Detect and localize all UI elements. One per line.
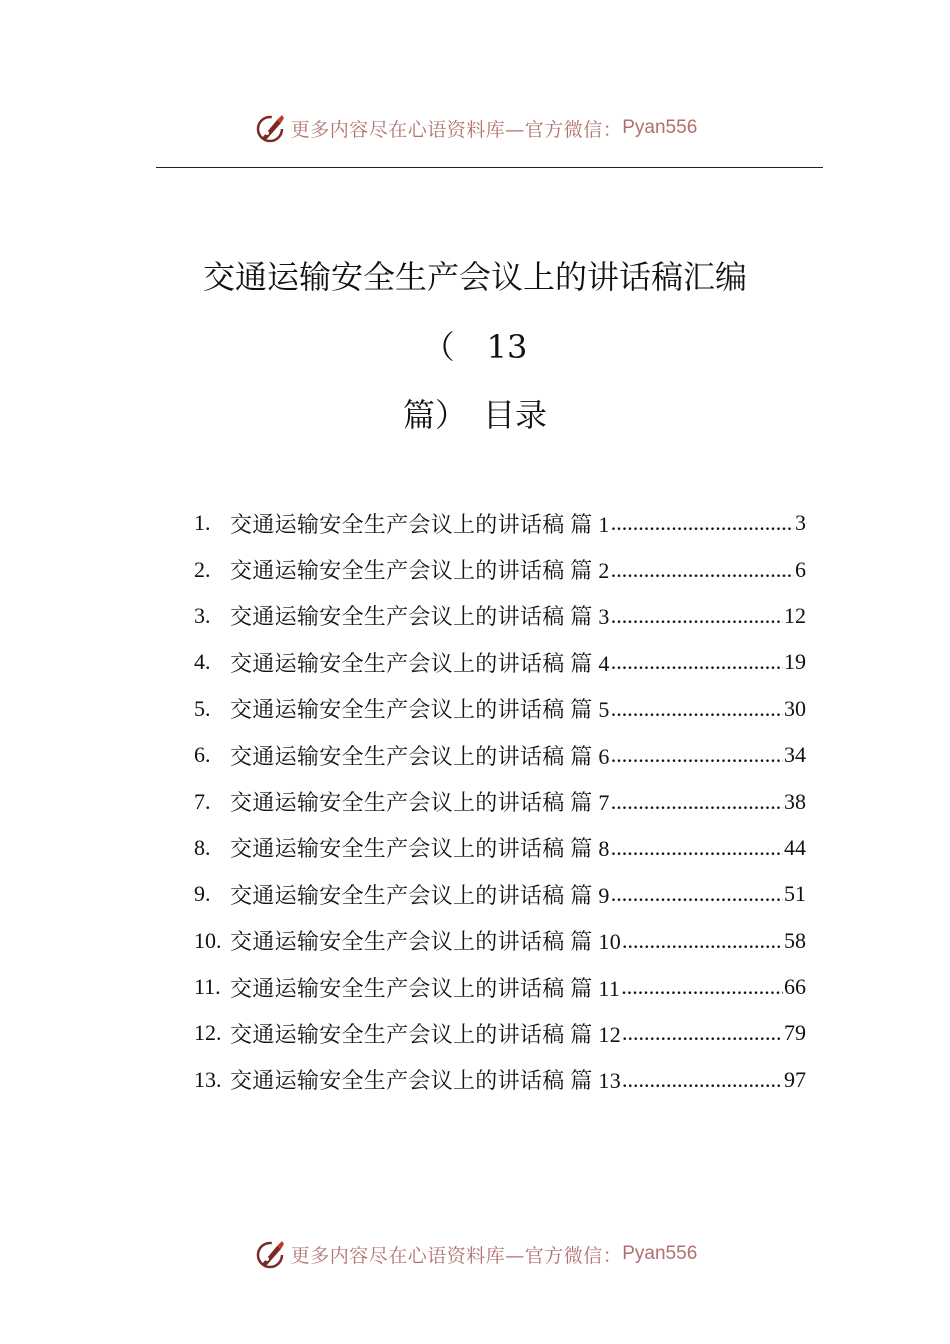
toc-leader-dots (611, 557, 794, 583)
toc-item[interactable] (194, 686, 806, 732)
toc-item-title: 交通运输安全生产会议上的讲话稿 篇 8 (230, 836, 610, 862)
toc-item[interactable] (194, 546, 806, 592)
footer-banner (0, 1234, 950, 1274)
toc-item[interactable] (194, 639, 806, 685)
toc-item[interactable] (194, 732, 806, 778)
document-title-toc: 篇） 目录 (402, 396, 547, 434)
toc-item-page: 66 (784, 974, 806, 1000)
document-title: 交通运输安全生产会议上的讲话稿汇编 (202, 258, 747, 296)
toc-item-title: 交通运输安全生产会议上的讲话稿 篇 5 (230, 697, 610, 723)
toc-item-page: 97 (784, 1066, 806, 1092)
toc-item-number: 4. (194, 649, 211, 675)
toc-item-title: 交通运输安全生产会议上的讲话稿 篇 9 (230, 882, 610, 908)
toc-leader-dots (611, 742, 783, 768)
toc-item-number: 6. (194, 742, 211, 768)
toc-item-title: 交通运输安全生产会议上的讲话稿 篇 7 (230, 790, 610, 816)
toc-item-page: 19 (784, 649, 806, 675)
banner-text: 更多内容尽在心语资料库—官方微信： (290, 1244, 623, 1267)
table-of-contents (194, 500, 806, 1103)
toc-item[interactable] (194, 1057, 806, 1103)
toc-leader-dots (611, 789, 783, 815)
header-banner (0, 108, 950, 148)
toc-leader-dots (611, 881, 783, 907)
toc-item-title: 交通运输安全生产会议上的讲话稿 篇 11 (230, 975, 621, 1001)
toc-item-title: 交通运输安全生产会议上的讲话稿 篇 13 (230, 1068, 622, 1094)
toc-item[interactable] (194, 1010, 806, 1056)
toc-item-page: 51 (784, 881, 806, 907)
toc-item-page: 12 (784, 602, 806, 628)
toc-item-page: 44 (784, 834, 806, 860)
toc-item-title: 交通运输安全生产会议上的讲话稿 篇 12 (230, 1021, 622, 1047)
toc-item-number: 1. (194, 510, 211, 536)
toc-item-number: 9. (194, 881, 211, 907)
toc-leader-dots (622, 928, 783, 954)
pen-nib-logo-icon (253, 1237, 287, 1271)
toc-item-title: 交通运输安全生产会议上的讲话稿 篇 3 (230, 604, 610, 630)
toc-item-number: 13. (194, 1066, 222, 1092)
toc-leader-dots (611, 835, 783, 861)
toc-item-number: 5. (194, 695, 211, 721)
toc-leader-dots (611, 696, 783, 722)
toc-item-page: 58 (784, 927, 806, 953)
header-divider (156, 167, 823, 168)
toc-leader-dots (622, 1067, 783, 1093)
toc-item-number: 10. (194, 927, 222, 953)
toc-item-page: 3 (795, 510, 806, 536)
toc-item-page: 30 (784, 695, 806, 721)
toc-item-page: 38 (784, 788, 806, 814)
toc-item[interactable] (194, 871, 806, 917)
toc-item-number: 3. (194, 602, 211, 628)
toc-item-page: 6 (795, 556, 806, 582)
toc-item[interactable] (194, 964, 806, 1010)
toc-item-page: 79 (784, 1020, 806, 1046)
wechat-id: Pyan556 (622, 117, 698, 138)
toc-item-number: 8. (194, 834, 211, 860)
toc-leader-dots (621, 974, 783, 1000)
toc-leader-dots (611, 510, 794, 536)
wechat-id: Pyan556 (622, 1243, 698, 1264)
toc-leader-dots (622, 1020, 783, 1046)
toc-item-title: 交通运输安全生产会议上的讲话稿 篇 10 (230, 929, 622, 955)
toc-item-title: 交通运输安全生产会议上的讲话稿 篇 6 (230, 743, 610, 769)
toc-item-page: 34 (784, 742, 806, 768)
toc-item-title: 交通运输安全生产会议上的讲话稿 篇 4 (230, 650, 610, 676)
toc-item[interactable] (194, 500, 806, 546)
toc-item[interactable] (194, 918, 806, 964)
toc-leader-dots (611, 649, 783, 675)
toc-item-number: 7. (194, 788, 211, 814)
pen-nib-logo-icon (253, 111, 287, 145)
toc-item-number: 11. (194, 974, 221, 1000)
banner-text: 更多内容尽在心语资料库—官方微信： (290, 118, 623, 141)
toc-item[interactable] (194, 778, 806, 824)
document-title-count: （ 13 (422, 328, 528, 366)
toc-item[interactable] (194, 593, 806, 639)
toc-leader-dots (611, 603, 783, 629)
toc-item-number: 12. (194, 1020, 222, 1046)
toc-item[interactable] (194, 825, 806, 871)
toc-item-title: 交通运输安全生产会议上的讲话稿 篇 2 (230, 558, 610, 584)
toc-item-title: 交通运输安全生产会议上的讲话稿 篇 1 (230, 511, 610, 537)
toc-item-number: 2. (194, 556, 211, 582)
